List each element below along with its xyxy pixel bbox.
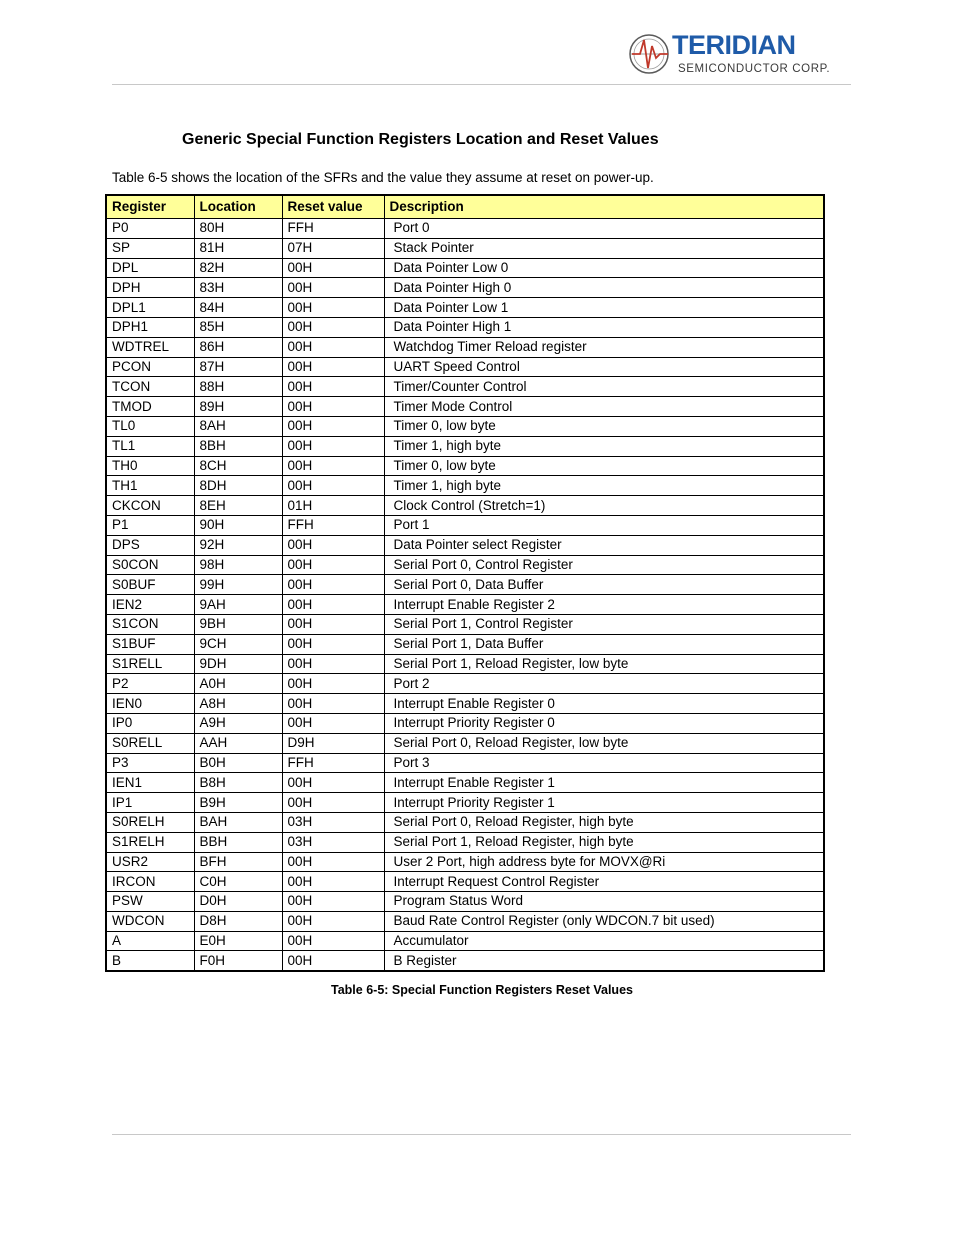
table-row [106, 436, 824, 456]
table-row [106, 733, 824, 753]
column-header-reset-value: Reset value [282, 195, 384, 219]
register-cell: TL1 [106, 436, 194, 456]
table-row [106, 337, 824, 357]
description-cell: Interrupt Request Control Register [384, 872, 824, 892]
description-cell: Port 3 [384, 753, 824, 773]
header-divider [112, 84, 851, 85]
register-cell: P2 [106, 674, 194, 694]
description-cell: Serial Port 0, Control Register [384, 555, 824, 575]
description-cell: Port 1 [384, 515, 824, 535]
reset-value-cell: 00H [282, 317, 384, 337]
register-cell: CKCON [106, 496, 194, 516]
reset-value-cell: 07H [282, 238, 384, 258]
register-cell: TL0 [106, 416, 194, 436]
description-cell: Data Pointer High 1 [384, 317, 824, 337]
location-cell: 9CH [194, 634, 282, 654]
register-cell: DPH1 [106, 317, 194, 337]
register-cell: DPS [106, 535, 194, 555]
location-cell: 84H [194, 298, 282, 318]
description-cell: Timer Mode Control [384, 397, 824, 417]
location-cell: 9DH [194, 654, 282, 674]
description-cell: UART Speed Control [384, 357, 824, 377]
reset-value-cell: 00H [282, 575, 384, 595]
location-cell: 90H [194, 515, 282, 535]
register-cell: PSW [106, 892, 194, 912]
table-row [106, 397, 824, 417]
location-cell: 99H [194, 575, 282, 595]
reset-value-cell: 03H [282, 812, 384, 832]
description-cell: Timer 0, low byte [384, 456, 824, 476]
register-cell: IEN1 [106, 773, 194, 793]
location-cell: A9H [194, 713, 282, 733]
description-cell: Timer/Counter Control [384, 377, 824, 397]
register-cell: TCON [106, 377, 194, 397]
table-row [106, 555, 824, 575]
description-cell: Accumulator [384, 931, 824, 951]
logo-name: TERIDIAN [672, 30, 796, 60]
reset-value-cell: 00H [282, 595, 384, 615]
sine-wave-globe-icon [628, 32, 670, 76]
description-cell: Timer 1, high byte [384, 476, 824, 496]
table-row [106, 674, 824, 694]
description-cell: Serial Port 1, Data Buffer [384, 634, 824, 654]
reset-value-cell: 00H [282, 416, 384, 436]
reset-value-cell: 00H [282, 614, 384, 634]
location-cell: 88H [194, 377, 282, 397]
register-cell: WDCON [106, 911, 194, 931]
reset-value-cell: 00H [282, 337, 384, 357]
table-row [106, 357, 824, 377]
location-cell: D8H [194, 911, 282, 931]
table-row [106, 278, 824, 298]
register-cell: IP1 [106, 793, 194, 813]
location-cell: C0H [194, 872, 282, 892]
location-cell: 89H [194, 397, 282, 417]
table-row [106, 654, 824, 674]
description-cell: Interrupt Priority Register 0 [384, 713, 824, 733]
description-cell: Serial Port 0, Reload Register, low byte [384, 733, 824, 753]
reset-value-cell: 00H [282, 258, 384, 278]
reset-value-cell: FFH [282, 753, 384, 773]
description-cell: Serial Port 1, Reload Register, high byte [384, 832, 824, 852]
description-cell: Interrupt Priority Register 1 [384, 793, 824, 813]
table-row [106, 317, 824, 337]
register-cell: WDTREL [106, 337, 194, 357]
description-cell: Baud Rate Control Register (only WDCON.7 bit used) [384, 911, 824, 931]
location-cell: BBH [194, 832, 282, 852]
location-cell: BAH [194, 812, 282, 832]
location-cell: 9BH [194, 614, 282, 634]
column-header-description: Description [384, 195, 824, 219]
logo-subtitle: SEMICONDUCTOR CORP. [678, 63, 831, 75]
sfr-table [105, 194, 825, 972]
register-cell: S1BUF [106, 634, 194, 654]
location-cell: 8BH [194, 436, 282, 456]
description-cell: Data Pointer Low 1 [384, 298, 824, 318]
register-cell: S1CON [106, 614, 194, 634]
location-cell: B9H [194, 793, 282, 813]
table-row [106, 515, 824, 535]
table-row [106, 258, 824, 278]
reset-value-cell: 00H [282, 892, 384, 912]
location-cell: 92H [194, 535, 282, 555]
description-cell: User 2 Port, high address byte for MOVX@Ri [384, 852, 824, 872]
description-cell: Data Pointer High 0 [384, 278, 824, 298]
reset-value-cell: 00H [282, 278, 384, 298]
table-body [106, 219, 824, 972]
reset-value-cell: 00H [282, 357, 384, 377]
description-cell: Serial Port 0, Reload Register, high byte [384, 812, 824, 832]
reset-value-cell: 00H [282, 872, 384, 892]
table-row [106, 535, 824, 555]
table-row [106, 614, 824, 634]
table-row [106, 872, 824, 892]
description-cell: B Register [384, 951, 824, 971]
location-cell: A8H [194, 694, 282, 714]
reset-value-cell: 00H [282, 951, 384, 971]
register-cell: IP0 [106, 713, 194, 733]
reset-value-cell: 00H [282, 397, 384, 417]
footer-divider [112, 1134, 851, 1135]
register-cell: IEN0 [106, 694, 194, 714]
description-cell: Interrupt Enable Register 1 [384, 773, 824, 793]
register-cell: P1 [106, 515, 194, 535]
description-cell: Serial Port 0, Data Buffer [384, 575, 824, 595]
register-cell: A [106, 931, 194, 951]
reset-value-cell: 00H [282, 773, 384, 793]
table-row [106, 832, 824, 852]
table-row [106, 298, 824, 318]
table-row [106, 793, 824, 813]
location-cell: AAH [194, 733, 282, 753]
register-cell: S1RELL [106, 654, 194, 674]
reset-value-cell: 00H [282, 555, 384, 575]
register-cell: TH1 [106, 476, 194, 496]
reset-value-cell: 00H [282, 476, 384, 496]
location-cell: 9AH [194, 595, 282, 615]
location-cell: F0H [194, 951, 282, 971]
column-header-register: Register [106, 195, 194, 219]
register-cell: TH0 [106, 456, 194, 476]
table-row [106, 694, 824, 714]
reset-value-cell: 00H [282, 713, 384, 733]
table-row [106, 892, 824, 912]
table-row [106, 575, 824, 595]
register-cell: S0RELH [106, 812, 194, 832]
register-cell: IRCON [106, 872, 194, 892]
location-cell: 80H [194, 219, 282, 239]
reset-value-cell: 00H [282, 931, 384, 951]
register-cell: DPH [106, 278, 194, 298]
location-cell: 86H [194, 337, 282, 357]
register-cell: P0 [106, 219, 194, 239]
description-cell: Interrupt Enable Register 2 [384, 595, 824, 615]
intro-text: Table 6-5 shows the location of the SFRs and the value they assume at reset on power-up. [112, 170, 654, 185]
table-row [106, 496, 824, 516]
table-row [106, 377, 824, 397]
reset-value-cell: 00H [282, 793, 384, 813]
register-cell: SP [106, 238, 194, 258]
description-cell: Data Pointer select Register [384, 535, 824, 555]
location-cell: 8AH [194, 416, 282, 436]
register-cell: DPL1 [106, 298, 194, 318]
register-cell: S1RELH [106, 832, 194, 852]
company-logo [628, 32, 832, 78]
description-cell: Program Status Word [384, 892, 824, 912]
table-row [106, 812, 824, 832]
reset-value-cell: 00H [282, 654, 384, 674]
register-cell: S0CON [106, 555, 194, 575]
location-cell: 81H [194, 238, 282, 258]
reset-value-cell: 00H [282, 436, 384, 456]
description-cell: Port 2 [384, 674, 824, 694]
reset-value-cell: 00H [282, 298, 384, 318]
register-cell: B [106, 951, 194, 971]
description-cell: Clock Control (Stretch=1) [384, 496, 824, 516]
reset-value-cell: 00H [282, 911, 384, 931]
table-row [106, 476, 824, 496]
location-cell: BFH [194, 852, 282, 872]
reset-value-cell: 00H [282, 674, 384, 694]
location-cell: B8H [194, 773, 282, 793]
description-cell: Port 0 [384, 219, 824, 239]
location-cell: 85H [194, 317, 282, 337]
location-cell: 8EH [194, 496, 282, 516]
location-cell: B0H [194, 753, 282, 773]
location-cell: E0H [194, 931, 282, 951]
table-row [106, 911, 824, 931]
reset-value-cell: FFH [282, 515, 384, 535]
reset-value-cell: 00H [282, 456, 384, 476]
reset-value-cell: 00H [282, 852, 384, 872]
section-title: Generic Special Function Registers Location and Reset Values [182, 131, 659, 148]
reset-value-cell: 00H [282, 377, 384, 397]
location-cell: 83H [194, 278, 282, 298]
description-cell: Serial Port 1, Control Register [384, 614, 824, 634]
register-cell: S0RELL [106, 733, 194, 753]
description-cell: Serial Port 1, Reload Register, low byte [384, 654, 824, 674]
description-cell: Timer 0, low byte [384, 416, 824, 436]
table-row [106, 595, 824, 615]
location-cell: 98H [194, 555, 282, 575]
description-cell: Stack Pointer [384, 238, 824, 258]
location-cell: A0H [194, 674, 282, 694]
reset-value-cell: 00H [282, 535, 384, 555]
register-cell: P3 [106, 753, 194, 773]
register-cell: IEN2 [106, 595, 194, 615]
description-cell: Watchdog Timer Reload register [384, 337, 824, 357]
reset-value-cell: D9H [282, 733, 384, 753]
table-header-row [106, 195, 824, 219]
register-cell: PCON [106, 357, 194, 377]
reset-value-cell: 00H [282, 694, 384, 714]
reset-value-cell: FFH [282, 219, 384, 239]
table-row [106, 713, 824, 733]
table-row [106, 773, 824, 793]
table-row [106, 931, 824, 951]
table-row [106, 416, 824, 436]
reset-value-cell: 01H [282, 496, 384, 516]
description-cell: Interrupt Enable Register 0 [384, 694, 824, 714]
reset-value-cell: 00H [282, 634, 384, 654]
location-cell: 87H [194, 357, 282, 377]
table-row [106, 852, 824, 872]
description-cell: Data Pointer Low 0 [384, 258, 824, 278]
register-cell: USR2 [106, 852, 194, 872]
location-cell: D0H [194, 892, 282, 912]
table-row [106, 456, 824, 476]
location-cell: 82H [194, 258, 282, 278]
location-cell: 8CH [194, 456, 282, 476]
location-cell: 8DH [194, 476, 282, 496]
description-cell: Timer 1, high byte [384, 436, 824, 456]
register-cell: DPL [106, 258, 194, 278]
table-row [106, 951, 824, 971]
table-row [106, 238, 824, 258]
column-header-location: Location [194, 195, 282, 219]
table-row [106, 219, 824, 239]
table-row [106, 634, 824, 654]
register-cell: TMOD [106, 397, 194, 417]
reset-value-cell: 03H [282, 832, 384, 852]
register-cell: S0BUF [106, 575, 194, 595]
table-row [106, 753, 824, 773]
table-caption: Table 6-5: Special Function Registers Reset Values [331, 983, 633, 997]
